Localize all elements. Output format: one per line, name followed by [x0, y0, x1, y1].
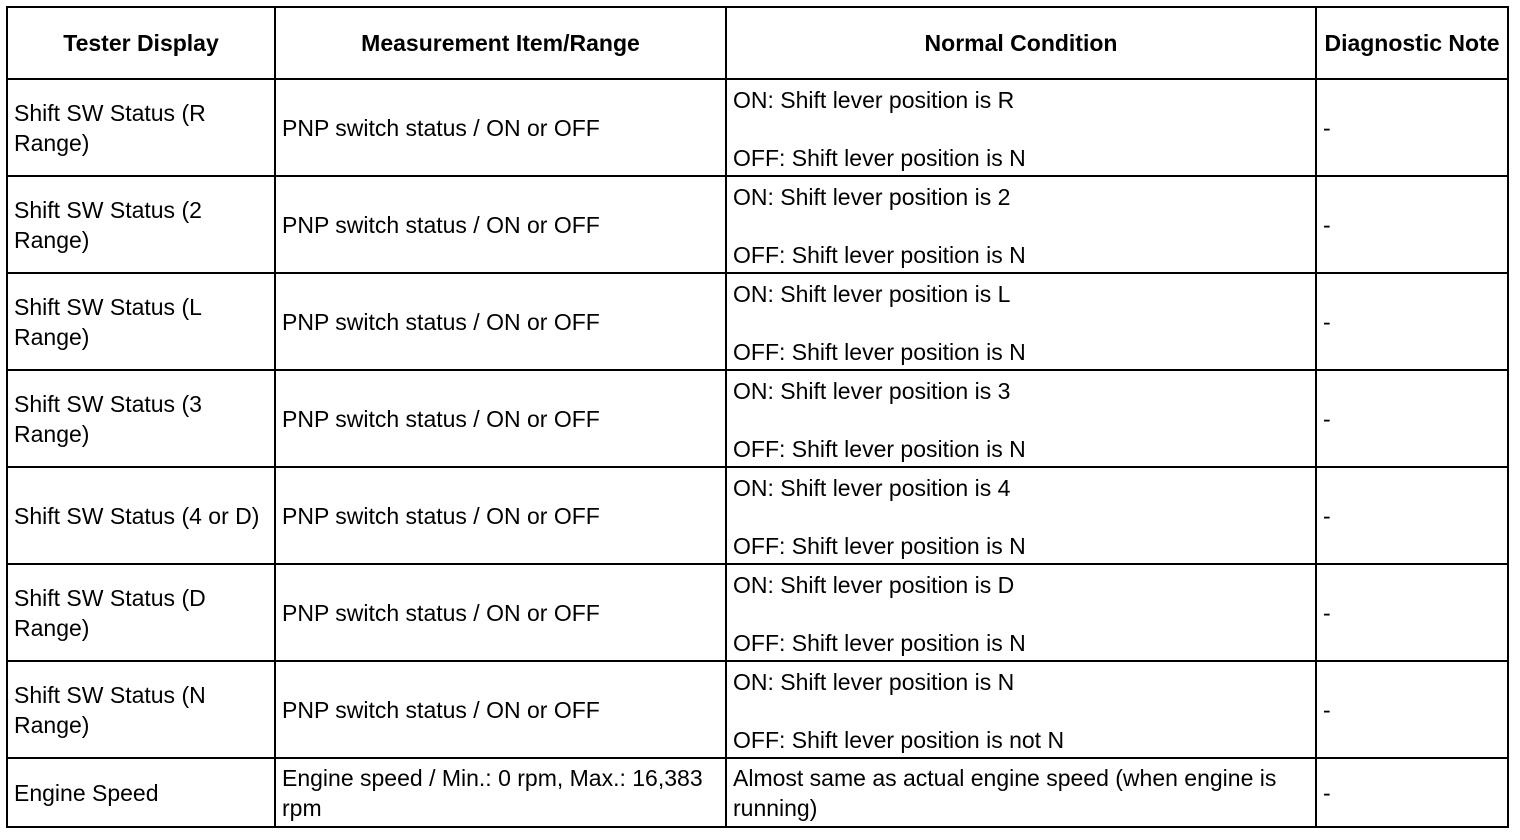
condition-off: OFF: Shift lever position is N — [733, 145, 1026, 171]
diagnostic-table — [6, 6, 1509, 828]
diagnostic-note-cell: - — [1316, 370, 1508, 467]
condition-on: ON: Shift lever position is R — [733, 87, 1015, 113]
header-tester-display: Tester Display — [7, 7, 275, 79]
diagnostic-note-cell: - — [1316, 176, 1508, 273]
tester-display-cell: Shift SW Status (4 or D) — [7, 467, 275, 564]
header-normal-condition: Normal Condition — [726, 7, 1316, 79]
tester-display-cell: Shift SW Status (R Range) — [7, 79, 275, 176]
normal-condition-cell — [726, 467, 1316, 564]
normal-condition-cell — [726, 176, 1316, 273]
normal-condition-cell — [726, 370, 1316, 467]
condition-off: OFF: Shift lever position is N — [733, 630, 1026, 656]
condition-on: ON: Shift lever position is L — [733, 281, 1011, 307]
condition-on: ON: Shift lever position is D — [733, 572, 1015, 598]
tester-display-cell: Shift SW Status (L Range) — [7, 273, 275, 370]
tester-display-cell: Shift SW Status (3 Range) — [7, 370, 275, 467]
table-row — [7, 176, 1508, 273]
condition-off: OFF: Shift lever position is not N — [733, 727, 1065, 753]
normal-condition-cell: Almost same as actual engine speed (when engine is running) — [726, 758, 1316, 827]
tester-display-cell: Shift SW Status (2 Range) — [7, 176, 275, 273]
diagnostic-note-cell: - — [1316, 758, 1508, 827]
tester-display-cell: Engine Speed — [7, 758, 275, 827]
table-row — [7, 758, 1508, 827]
condition-on: ON: Shift lever position is 3 — [733, 378, 1011, 404]
condition-on: ON: Shift lever position is N — [733, 669, 1015, 695]
normal-condition-cell — [726, 273, 1316, 370]
diagnostic-note-cell: - — [1316, 564, 1508, 661]
table-row — [7, 370, 1508, 467]
table-row — [7, 79, 1508, 176]
measurement-cell: PNP switch status / ON or OFF — [275, 176, 726, 273]
diagnostic-note-cell: - — [1316, 467, 1508, 564]
condition-off: OFF: Shift lever position is N — [733, 242, 1026, 268]
diagnostic-note-cell: - — [1316, 273, 1508, 370]
table-row — [7, 273, 1508, 370]
tester-display-cell: Shift SW Status (D Range) — [7, 564, 275, 661]
condition-off: OFF: Shift lever position is N — [733, 436, 1026, 462]
diagnostic-note-cell: - — [1316, 79, 1508, 176]
table-row — [7, 661, 1508, 758]
normal-condition-cell — [726, 79, 1316, 176]
measurement-cell: PNP switch status / ON or OFF — [275, 661, 726, 758]
measurement-cell: PNP switch status / ON or OFF — [275, 467, 726, 564]
header-measurement: Measurement Item/Range — [275, 7, 726, 79]
header-diagnostic-note: Diagnostic Note — [1316, 7, 1508, 79]
table-row — [7, 564, 1508, 661]
measurement-cell: PNP switch status / ON or OFF — [275, 370, 726, 467]
table-row — [7, 467, 1508, 564]
condition-off: OFF: Shift lever position is N — [733, 533, 1026, 559]
tester-display-cell: Shift SW Status (N Range) — [7, 661, 275, 758]
normal-condition-cell — [726, 661, 1316, 758]
header-row — [7, 7, 1508, 79]
measurement-cell: PNP switch status / ON or OFF — [275, 79, 726, 176]
measurement-cell: Engine speed / Min.: 0 rpm, Max.: 16,383 rpm — [275, 758, 726, 827]
measurement-cell: PNP switch status / ON or OFF — [275, 564, 726, 661]
condition-on: ON: Shift lever position is 4 — [733, 475, 1011, 501]
condition-off: OFF: Shift lever position is N — [733, 339, 1026, 365]
diagnostic-note-cell: - — [1316, 661, 1508, 758]
condition-on: ON: Shift lever position is 2 — [733, 184, 1011, 210]
normal-condition-cell — [726, 564, 1316, 661]
measurement-cell: PNP switch status / ON or OFF — [275, 273, 726, 370]
